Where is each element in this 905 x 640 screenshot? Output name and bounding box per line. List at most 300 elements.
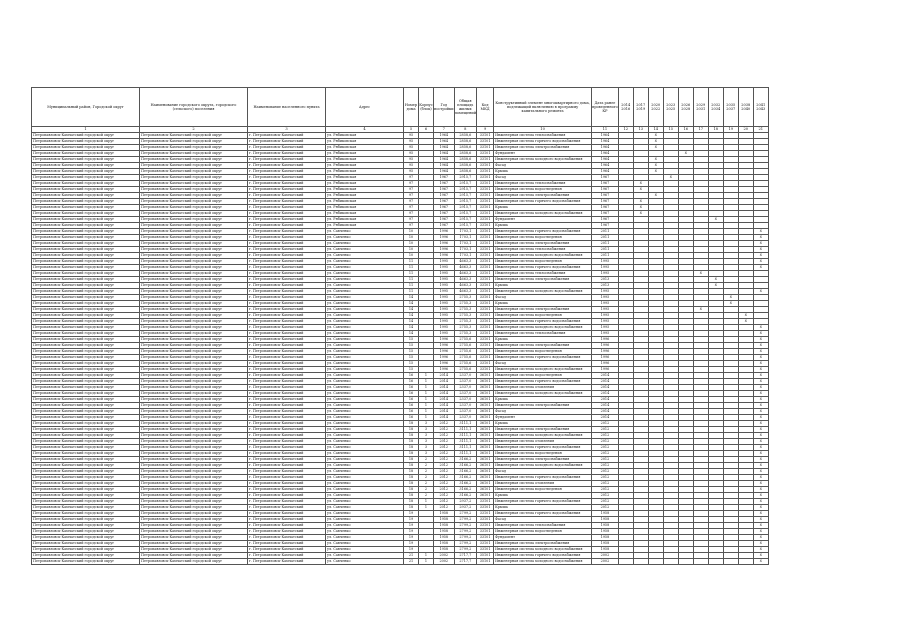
- cell-period-2020: X: [648, 163, 663, 169]
- cell-period-2038: X: [738, 313, 753, 319]
- cell-period-2035: X: [723, 295, 738, 301]
- cell-house-number: 16: [404, 391, 419, 397]
- cell-year-built: 2012: [434, 487, 455, 493]
- cell-address: ул. Савченко: [326, 349, 404, 355]
- cell-building: 1: [419, 403, 434, 409]
- cell-district: Петропавловск-Камчатский городской округ: [32, 139, 140, 145]
- cell-house-number: 14: [404, 307, 419, 313]
- cell-locality: г. Петропавловск-Камчатский: [248, 553, 326, 559]
- col-header-period-2026: 2026 2028: [678, 88, 693, 127]
- cell-settlement: Петропавловск-Камчатский городской округ: [140, 451, 248, 457]
- cell-locality: г. Петропавловск-Камчатский: [248, 307, 326, 313]
- cell-district: Петропавловск-Камчатский городской округ: [32, 157, 140, 163]
- cell-year-built: 1996: [434, 241, 455, 247]
- cell-house-number: 19: [404, 523, 419, 529]
- cell-area: 1703,1: [454, 241, 477, 247]
- cell-address: ул. Рябиковская: [326, 211, 404, 217]
- cell-area: 2755,3: [454, 295, 477, 301]
- cell-period-2017: X: [633, 205, 648, 211]
- cell-year-built: 1996: [434, 367, 455, 373]
- cell-settlement: Петропавловск-Камчатский городской округ: [140, 181, 248, 187]
- cell-locality: г. Петропавловск-Камчатский: [248, 547, 326, 553]
- cell-address: ул. Савченко: [326, 523, 404, 529]
- cell-locality: г. Петропавловск-Камчатский: [248, 241, 326, 247]
- cell-period-2020: X: [648, 157, 663, 163]
- cell-building: 1: [419, 379, 434, 385]
- column-number: 12: [618, 127, 633, 133]
- cell-period-2029: X: [693, 271, 708, 277]
- cell-mkd-code: 36101: [477, 451, 494, 457]
- cell-address: ул. Савченко: [326, 433, 404, 439]
- cell-element: Инженерная система электроснабжения: [494, 343, 592, 349]
- cell-period-2041: X: [753, 361, 768, 367]
- cell-year-built: 2012: [434, 463, 455, 469]
- cell-element: Инженерная система отопления: [494, 385, 592, 391]
- cell-mkd-code: 33101: [477, 241, 494, 247]
- cell-year-built: 1958: [434, 523, 455, 529]
- cell-address: ул. Савченко: [326, 511, 404, 517]
- cell-last-repair: 1964: [592, 145, 619, 151]
- cell-period-2032: X: [708, 217, 723, 223]
- cell-last-repair: 2012: [592, 463, 619, 469]
- cell-settlement: Петропавловск-Камчатский городской округ: [140, 349, 248, 355]
- cell-period-2026: X: [678, 151, 693, 157]
- cell-district: Петропавловск-Камчатский городской округ: [32, 343, 140, 349]
- cell-year-built: 1996: [434, 337, 455, 343]
- cell-settlement: Петропавловск-Камчатский городской округ: [140, 523, 248, 529]
- cell-house-number: 19: [404, 511, 419, 517]
- col-header-period-2035: 2035 2037: [723, 88, 738, 127]
- cell-settlement: Петропавловск-Камчатский городской округ: [140, 259, 248, 265]
- cell-locality: г. Петропавловск-Камчатский: [248, 181, 326, 187]
- cell-area: 2915,7: [454, 181, 477, 187]
- cell-house-number: 95: [404, 145, 419, 151]
- cell-mkd-code: 33101: [477, 505, 494, 511]
- cell-period-2026: [678, 559, 693, 565]
- cell-element: Инженерная система водоотведения: [494, 451, 592, 457]
- cell-area: 2755,3: [454, 319, 477, 325]
- cell-mkd-code: 33101: [477, 187, 494, 193]
- cell-district: Петропавловск-Камчатский городской округ: [32, 193, 140, 199]
- cell-district: Петропавловск-Камчатский городской округ: [32, 379, 140, 385]
- cell-mkd-code: 33101: [477, 289, 494, 295]
- cell-settlement: Петропавловск-Камчатский городской округ: [140, 529, 248, 535]
- cell-mkd-code: 36101: [477, 445, 494, 451]
- cell-settlement: Петропавловск-Камчатский городской округ: [140, 493, 248, 499]
- cell-locality: г. Петропавловск-Камчатский: [248, 331, 326, 337]
- cell-element: Инженерная система теплоснабжения: [494, 331, 592, 337]
- column-number: 16: [678, 127, 693, 133]
- cell-address: ул. Савченко: [326, 541, 404, 547]
- cell-area: 4663,3: [454, 271, 477, 277]
- cell-district: Петропавловск-Камчатский городской округ: [32, 229, 140, 235]
- cell-mkd-code: 36101: [477, 463, 494, 469]
- cell-address: ул. Савченко: [326, 385, 404, 391]
- cell-period-2041: X: [753, 457, 768, 463]
- cell-address: ул. Рябиковская: [326, 145, 404, 151]
- cell-address: ул. Савченко: [326, 475, 404, 481]
- cell-element: Инженерная система теплоснабжения: [494, 271, 592, 277]
- cell-locality: г. Петропавловск-Камчатский: [248, 337, 326, 343]
- cell-last-repair: 1958: [592, 547, 619, 553]
- cell-year-built: 1967: [434, 205, 455, 211]
- cell-locality: г. Петропавловск-Камчатский: [248, 367, 326, 373]
- cell-district: Петропавловск-Камчатский городской округ: [32, 451, 140, 457]
- cell-mkd-code: 33101: [477, 367, 494, 373]
- cell-settlement: Петропавловск-Камчатский городской округ: [140, 271, 248, 277]
- cell-settlement: Петропавловск-Камчатский городской округ: [140, 313, 248, 319]
- cell-building: 1: [419, 505, 434, 511]
- cell-locality: г. Петропавловск-Камчатский: [248, 541, 326, 547]
- cell-last-repair: 1967: [592, 193, 619, 199]
- cell-address: ул. Савченко: [326, 307, 404, 313]
- cell-house-number: 14: [404, 301, 419, 307]
- cell-last-repair: 2012: [592, 421, 619, 427]
- cell-settlement: Петропавловск-Камчатский городской округ: [140, 397, 248, 403]
- cell-period-2041: X: [753, 421, 768, 427]
- cell-element: Крыша: [494, 505, 592, 511]
- cell-area: 2937,2: [454, 505, 477, 511]
- cell-area: 3166,2: [454, 469, 477, 475]
- cell-district: Петропавловск-Камчатский городской округ: [32, 349, 140, 355]
- column-number: 13: [633, 127, 648, 133]
- cell-area: 2858,6: [454, 139, 477, 145]
- cell-mkd-code: 33101: [477, 199, 494, 205]
- cell-district: Петропавловск-Камчатский городской округ: [32, 505, 140, 511]
- cell-mkd-code: 36101: [477, 409, 494, 415]
- cell-last-repair: 2011: [592, 229, 619, 235]
- cell-mkd-code: 36101: [477, 439, 494, 445]
- cell-settlement: Петропавловск-Камчатский городской округ: [140, 547, 248, 553]
- cell-period-2041: X: [753, 433, 768, 439]
- cell-element: Фасад: [494, 295, 592, 301]
- cell-element: Инженерная система холодного водоснабжения: [494, 391, 592, 397]
- cell-house-number: 16: [404, 409, 419, 415]
- cell-last-repair: 1995: [592, 289, 619, 295]
- cell-element: Фундамент: [494, 151, 592, 157]
- cell-district: Петропавловск-Камчатский городской округ: [32, 217, 140, 223]
- cell-address: ул. Савченко: [326, 373, 404, 379]
- cell-area: 2337,0: [454, 379, 477, 385]
- cell-mkd-code: 33101: [477, 535, 494, 541]
- cell-house-number: 14: [404, 319, 419, 325]
- cell-period-2032: [708, 559, 723, 565]
- cell-house-number: 14: [404, 331, 419, 337]
- cell-locality: г. Петропавловск-Камчатский: [248, 139, 326, 145]
- cell-district: Петропавловск-Камчатский городской округ: [32, 145, 140, 151]
- cell-year-built: 2012: [434, 427, 455, 433]
- cell-area: 2799,2: [454, 529, 477, 535]
- cell-address: ул. Савченко: [326, 235, 404, 241]
- cell-mkd-code: 33101: [477, 295, 494, 301]
- cell-element: Фундамент: [494, 217, 592, 223]
- cell-last-repair: 2012: [592, 469, 619, 475]
- cell-year-built: 2012: [434, 493, 455, 499]
- cell-address: ул. Савченко: [326, 403, 404, 409]
- cell-mkd-code: 33101: [477, 529, 494, 535]
- cell-period-2041: X: [753, 331, 768, 337]
- cell-area: 2799,2: [454, 511, 477, 517]
- cell-locality: г. Петропавловск-Камчатский: [248, 355, 326, 361]
- cell-last-repair: 2014: [592, 373, 619, 379]
- cell-house-number: 95: [404, 163, 419, 169]
- cell-settlement: Петропавловск-Камчатский городской округ: [140, 301, 248, 307]
- col-header-period-2017: 2017 2019: [633, 88, 648, 127]
- cell-year-built: 1995: [434, 331, 455, 337]
- cell-area: 2799,2: [454, 517, 477, 523]
- cell-area: 2858,6: [454, 133, 477, 139]
- cell-area: 2755,3: [454, 301, 477, 307]
- cell-settlement: Петропавловск-Камчатский городской округ: [140, 427, 248, 433]
- cell-area: 2337,0: [454, 385, 477, 391]
- cell-settlement: Петропавловск-Камчатский городской округ: [140, 367, 248, 373]
- cell-address: ул. Савченко: [326, 361, 404, 367]
- cell-element: Крыша: [494, 493, 592, 499]
- cell-settlement: Петропавловск-Камчатский городской округ: [140, 421, 248, 427]
- cell-district: Петропавловск-Камчатский городской округ: [32, 529, 140, 535]
- cell-locality: г. Петропавловск-Камчатский: [248, 421, 326, 427]
- cell-last-repair: 2014: [592, 403, 619, 409]
- cell-element: Инженерная система горячего водоснабжения: [494, 445, 592, 451]
- cell-area: 2915,7: [454, 187, 477, 193]
- cell-house-number: 11: [404, 259, 419, 265]
- cell-settlement: Петропавловск-Камчатский городской округ: [140, 409, 248, 415]
- cell-building: 3: [419, 451, 434, 457]
- col-header-period-2038: 2038 2040: [738, 88, 753, 127]
- cell-settlement: Петропавловск-Камчатский городской округ: [140, 187, 248, 193]
- cell-element: Инженерная система горячего водоснабжения: [494, 379, 592, 385]
- cell-district: Петропавловск-Камчатский городской округ: [32, 493, 140, 499]
- cell-house-number: 18: [404, 487, 419, 493]
- cell-district: Петропавловск-Камчатский городской округ: [32, 313, 140, 319]
- cell-house-number: 14: [404, 325, 419, 331]
- cell-element: Инженерная система горячего водоснабжения: [494, 319, 592, 325]
- cell-settlement: Петропавловск-Камчатский городской округ: [140, 499, 248, 505]
- cell-area: 2858,6: [454, 145, 477, 151]
- cell-year-built: 1995: [434, 295, 455, 301]
- cell-district: Петропавловск-Камчатский городской округ: [32, 169, 140, 175]
- cell-element: Инженерная система отопления: [494, 481, 592, 487]
- cell-locality: г. Петропавловск-Камчатский: [248, 391, 326, 397]
- cell-address: ул. Савченко: [326, 397, 404, 403]
- cell-last-repair: 1967: [592, 223, 619, 229]
- cell-area: 2799,2: [454, 547, 477, 553]
- cell-settlement: Петропавловск-Камчатский городской округ: [140, 211, 248, 217]
- cell-last-repair: 2014: [592, 415, 619, 421]
- cell-year-built: 1995: [434, 271, 455, 277]
- column-number: 17: [693, 127, 708, 133]
- cell-area: 4663,3: [454, 289, 477, 295]
- cell-mkd-code: 33101: [477, 307, 494, 313]
- cell-address: ул. Савченко: [326, 301, 404, 307]
- cell-last-repair: 2011: [592, 253, 619, 259]
- cell-mkd-code: 33101: [477, 211, 494, 217]
- cell-mkd-code: 36101: [477, 427, 494, 433]
- cell-settlement: Петропавловск-Камчатский городской округ: [140, 169, 248, 175]
- column-number: 6: [419, 127, 434, 133]
- cell-locality: г. Петропавловск-Камчатский: [248, 247, 326, 253]
- cell-element: Фасад: [494, 469, 592, 475]
- cell-house-number: 18: [404, 499, 419, 505]
- cell-period-2041: X: [753, 559, 768, 565]
- cell-element: Крыша: [494, 283, 592, 289]
- cell-area: 3166,2: [454, 463, 477, 469]
- cell-year-built: 1995: [434, 325, 455, 331]
- cell-address: ул. Савченко: [326, 229, 404, 235]
- cell-period-2038: [738, 559, 753, 565]
- cell-last-repair: 1996: [592, 367, 619, 373]
- cell-area: 1703,1: [454, 247, 477, 253]
- cell-house-number: 95: [404, 139, 419, 145]
- cell-locality: г. Петропавловск-Камчатский: [248, 493, 326, 499]
- cell-house-number: 97: [404, 223, 419, 229]
- col-header-area: Общая площадь жилых помещений: [454, 88, 477, 127]
- cell-district: Петропавловск-Камчатский городской округ: [32, 295, 140, 301]
- cell-mkd-code: 33101: [477, 151, 494, 157]
- cell-period-2014: [618, 559, 633, 565]
- cell-settlement: Петропавловск-Камчатский городской округ: [140, 163, 248, 169]
- cell-last-repair: 1958: [592, 529, 619, 535]
- cell-settlement: Петропавловск-Камчатский городской округ: [140, 217, 248, 223]
- cell-address: ул. Савченко: [326, 289, 404, 295]
- cell-house-number: 16: [404, 373, 419, 379]
- col-header-period-2032: 2032 2034: [708, 88, 723, 127]
- cell-mkd-code: 36101: [477, 475, 494, 481]
- cell-year-built: 1958: [434, 517, 455, 523]
- cell-settlement: Петропавловск-Камчатский городской округ: [140, 415, 248, 421]
- cell-period-2035: X: [723, 301, 738, 307]
- cell-locality: г. Петропавловск-Камчатский: [248, 481, 326, 487]
- cell-area: 3111,1: [454, 439, 477, 445]
- cell-address: ул. Савченко: [326, 277, 404, 283]
- col-header-last-repair: Дата ранее проведенного КР: [592, 88, 619, 127]
- cell-year-built: 1996: [434, 343, 455, 349]
- cell-address: ул. Савченко: [326, 439, 404, 445]
- cell-last-repair: 2002: [592, 553, 619, 559]
- cell-last-repair: 2014: [592, 379, 619, 385]
- cell-house-number: 15: [404, 349, 419, 355]
- cell-year-built: 1995: [434, 313, 455, 319]
- cell-mkd-code: 36101: [477, 397, 494, 403]
- cell-year-built: 1995: [434, 259, 455, 265]
- cell-mkd-code: 35101: [477, 553, 494, 559]
- cell-last-repair: 1996: [592, 337, 619, 343]
- cell-year-built: 1964: [434, 139, 455, 145]
- cell-house-number: 97: [404, 175, 419, 181]
- column-number: 2: [140, 127, 248, 133]
- column-number: 1: [32, 127, 140, 133]
- cell-address: ул. Савченко: [326, 379, 404, 385]
- cell-last-repair: 1964: [592, 133, 619, 139]
- cell-locality: г. Петропавловск-Камчатский: [248, 163, 326, 169]
- cell-element: Инженерная система водоотведения: [494, 235, 592, 241]
- cell-year-built: 2002: [434, 559, 455, 565]
- cell-element: Инженерная система холодного водоснабжения: [494, 547, 592, 553]
- cell-building: 3: [419, 439, 434, 445]
- col-header-period-2023: 2023 2025: [663, 88, 678, 127]
- cell-mkd-code: 33101: [477, 283, 494, 289]
- cell-locality: г. Петропавловск-Камчатский: [248, 559, 326, 565]
- cell-house-number: 95: [404, 151, 419, 157]
- column-number: 14: [648, 127, 663, 133]
- col-header-building: Корпус (блок): [419, 88, 434, 127]
- cell-element: Фасад: [494, 517, 592, 523]
- cell-address: ул. Савченко: [326, 259, 404, 265]
- cell-house-number: 19: [404, 541, 419, 547]
- cell-element: Фасад: [494, 175, 592, 181]
- cell-period-2020: X: [648, 133, 663, 139]
- cell-locality: г. Петропавловск-Камчатский: [248, 157, 326, 163]
- cell-element: Инженерная система электроснабжения: [494, 193, 592, 199]
- cell-period-2041: X: [753, 469, 768, 475]
- cell-element: Инженерная система холодного водоснабжения: [494, 253, 592, 259]
- cell-locality: г. Петропавловск-Камчатский: [248, 523, 326, 529]
- cell-locality: г. Петропавловск-Камчатский: [248, 361, 326, 367]
- cell-year-built: 1967: [434, 193, 455, 199]
- cell-period-2041: X: [753, 499, 768, 505]
- cell-settlement: Петропавловск-Камчатский городской округ: [140, 265, 248, 271]
- cell-house-number: 95: [404, 169, 419, 175]
- cell-address: ул. Савченко: [326, 487, 404, 493]
- cell-area: 2915,7: [454, 205, 477, 211]
- cell-locality: г. Петропавловск-Камчатский: [248, 133, 326, 139]
- cell-address: ул. Савченко: [326, 295, 404, 301]
- column-number: 3: [248, 127, 326, 133]
- cell-address: ул. Савченко: [326, 331, 404, 337]
- cell-year-built: 1996: [434, 235, 455, 241]
- cell-year-built: 1967: [434, 211, 455, 217]
- cell-element: Инженерная система водоотведения: [494, 487, 592, 493]
- cell-area: 4663,3: [454, 277, 477, 283]
- cell-area: 2755,6: [454, 349, 477, 355]
- cell-district: Петропавловск-Камчатский городской округ: [32, 331, 140, 337]
- cell-district: Петропавловск-Камчатский городской округ: [32, 415, 140, 421]
- cell-house-number: 18: [404, 505, 419, 511]
- cell-period-2041: X: [753, 367, 768, 373]
- cell-year-built: 1964: [434, 133, 455, 139]
- cell-mkd-code: 33101: [477, 523, 494, 529]
- cell-settlement: Петропавловск-Камчатский городской округ: [140, 145, 248, 151]
- cell-locality: г. Петропавловск-Камчатский: [248, 217, 326, 223]
- cell-district: Петропавловск-Камчатский городской округ: [32, 337, 140, 343]
- cell-mkd-code: 33101: [477, 511, 494, 517]
- cell-district: Петропавловск-Камчатский городской округ: [32, 409, 140, 415]
- cell-address: ул. Савченко: [326, 517, 404, 523]
- cell-period-2041: X: [753, 403, 768, 409]
- cell-address: ул. Савченко: [326, 529, 404, 535]
- cell-address: ул. Савченко: [326, 283, 404, 289]
- cell-address: ул. Савченко: [326, 481, 404, 487]
- cell-area: 1703,1: [454, 229, 477, 235]
- cell-area: 1703,1: [454, 253, 477, 259]
- cell-last-repair: 2012: [592, 487, 619, 493]
- cell-last-repair: 1967: [592, 187, 619, 193]
- cell-district: Петропавловск-Камчатский городской округ: [32, 247, 140, 253]
- column-number: 7: [434, 127, 455, 133]
- cell-settlement: Петропавловск-Камчатский городской округ: [140, 505, 248, 511]
- cell-element: Инженерная система электроснабжения: [494, 427, 592, 433]
- cell-last-repair: 2014: [592, 385, 619, 391]
- cell-period-2041: X: [753, 337, 768, 343]
- cell-element: Фасад: [494, 163, 592, 169]
- cell-last-repair: 1964: [592, 151, 619, 157]
- cell-element: Крыша: [494, 337, 592, 343]
- cell-period-2041: X: [753, 535, 768, 541]
- cell-settlement: Петропавловск-Камчатский городской округ: [140, 223, 248, 229]
- cell-building: 2: [419, 469, 434, 475]
- cell-house-number: 18: [404, 493, 419, 499]
- cell-district: Петропавловск-Камчатский городской округ: [32, 385, 140, 391]
